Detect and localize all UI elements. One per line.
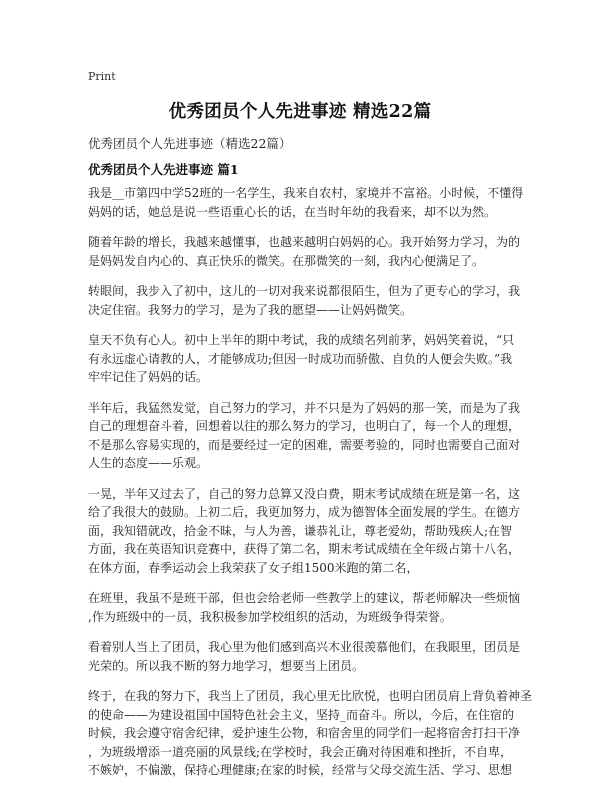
paragraph-line: 面，我知错就改，拾金不昧，与人为善，谦恭礼让，尊老爱幼，帮助残疾人;在智 <box>88 523 513 538</box>
paragraph-line: 自己的理想奋斗着，回想着以往的那么努力的学习，也明白了，每一个人的理想， <box>88 419 521 433</box>
paragraph-line: 人生的态度——乐观。 <box>88 456 209 470</box>
paragraph-line: 妈妈的话，她总是说一些语重心长的话，在当时年幼的我看来，却不以为然。 <box>88 204 497 219</box>
paragraph-line: 一晃，半年又过去了，自己的努力总算又没白费，期末考试成绩在班是第一名，这 <box>88 486 521 501</box>
article-body <box>88 184 533 792</box>
paragraph-line: 光荣的。所以我不断的努力地学习，想要当上团员。 <box>88 658 365 673</box>
document-subtitle: 优秀团员个人先进事迹（精选22篇） <box>88 136 292 151</box>
paragraph-line: 是妈妈发自内心的、真正快乐的微笑。在那微笑的一刻，我内心便满足了。 <box>88 253 485 268</box>
paragraph-line: 终于，在我的努力下，我当上了团员，我心里无比欣悦，也明白团员肩上背负着神圣 <box>88 689 533 703</box>
paragraph-line: 我是__市第四中学52班的一名学生，我来自农村，家境并不富裕。小时候，不懂得 <box>88 186 524 200</box>
paragraph <box>88 485 521 578</box>
paragraph-line: 牢牢记住了妈妈的话。 <box>88 370 209 384</box>
paragraph <box>88 282 521 319</box>
paragraph-line: 看着别人当上了团员，我心里为他们感到高兴木业很羡慕他们，在我眼里，团员是 <box>88 640 521 654</box>
paragraph <box>88 184 524 221</box>
paragraph-line: 给了我很大的鼓励。上初二后，我更加努力，成为德智体全面发展的学生。在德方 <box>88 505 521 519</box>
paragraph <box>88 233 521 270</box>
paragraph-line: 半年后，我猛然发觉，自己努力的学习，并不只是为了妈妈的那一笑，而是为了我 <box>88 400 521 415</box>
paragraph-line: 皇天不负有心人。初中上半年的期中考试，我的成绩名列前茅，妈妈笑着说，“只 <box>88 333 515 347</box>
paragraph-line: 转眼间，我步入了初中，这儿的一切对我来说都很陌生，但为了更专心的学习，我 <box>88 284 521 298</box>
paragraph-line: 决定住宿。我努力的学习，是为了我的愿望——让妈妈微笑。 <box>88 302 413 317</box>
paragraph-line: ,作为班级中的一员，我积极参加学校组织的活动，为班级争得荣誉。 <box>88 609 452 624</box>
paragraph-line: 在班里，我虽不是班干部，但也会给老师一些教学上的建议，帮老师解决一些烦恼 <box>88 591 521 605</box>
paragraph-line: 的使命——为建设祖国中国特色社会主义，坚持_而奋斗。所以，今后，在住宿的 <box>88 707 515 722</box>
paragraph <box>88 687 533 780</box>
paragraph-line: 时候，我会遵守宿舍纪律，爱护速生公物，和宿舍里的同学们一起将宿舍打扫干净 <box>88 726 521 740</box>
paragraph <box>88 638 521 675</box>
paragraph <box>88 331 516 387</box>
paragraph-line: ，为班级增添一道亮丽的风景线;在学校时，我会正确对待困难和挫折，不自卑， <box>88 744 513 759</box>
paragraph-line: 不是那么容易实现的，而是要经过一定的困难，需要考验的，同时也需要自己面对 <box>88 437 521 452</box>
paragraph <box>88 589 521 626</box>
paragraph-line: 方面，我在英语知识竞赛中，获得了第二名，期末考试成绩在全年级占第十八名， <box>88 542 521 556</box>
print-link[interactable]: Print <box>88 70 116 83</box>
paragraph-line: 随着年龄的增长，我越来越懂事，也越来越明白妈妈的心。我开始努力学习，为的 <box>88 235 521 249</box>
paragraph <box>88 399 521 473</box>
page-title: 优秀团员个人先进事迹 精选22篇 <box>168 102 432 122</box>
paragraph-line: 有永远虚心请教的人，才能够成功;但因一时成功而骄傲、自负的人便会失败。”我 <box>88 351 513 366</box>
section-heading: 优秀团员个人先进事迹 篇1 <box>88 162 239 177</box>
paragraph-line: 在体方面，春季运动会上我荣获了女子组1500米跑的第二名， <box>88 560 419 575</box>
paragraph-line: 不嫉妒，不偏激，保持心理健康;在家的时候，经常与父母交流生活、学习、思想 <box>88 763 513 777</box>
